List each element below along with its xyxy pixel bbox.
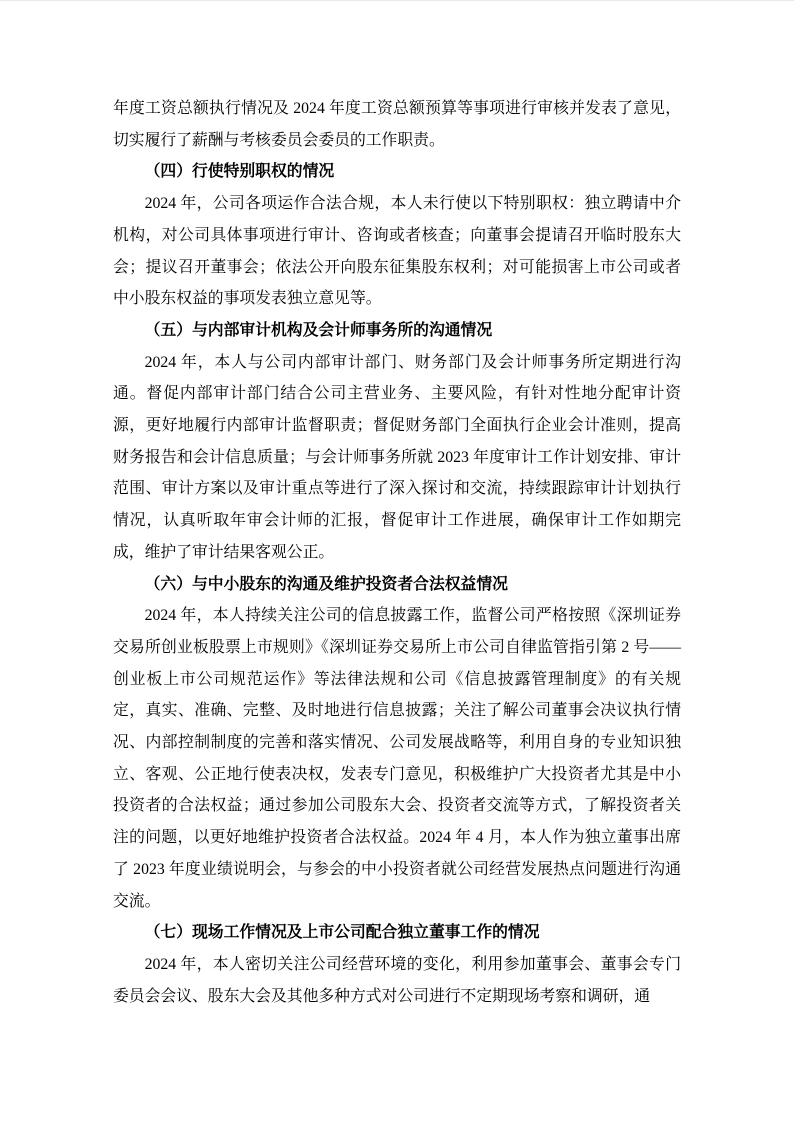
section-heading-5-audit-communication: （五）与内部审计机构及会计师事务所的沟通情况 — [144, 321, 493, 339]
section-heading-4-special-powers: （四）行使特别职权的情况 — [144, 163, 335, 181]
paragraph-salary-duty-continuation: 年度工资总额执行情况及 2024 年度工资总额预算等事项进行审核并发表了意见，切实履行了薪酬与考核委员会委员的工作职责。 — [113, 100, 681, 149]
section-heading-7-onsite-work: （七）现场工作情况及上市公司配合独立董事工作的情况 — [144, 924, 540, 942]
paragraph-audit-communication: 2024 年，本人与公司内部审计部门、财务部门及会计师事务所定期进行沟通。督促内部审计部门结合公司主营业务、主要风险，有针对性地分配审计资源，更好地履行内部审计监督职责；督促财务部门全面执行企业会计准则，提高财务报告和会计信息质量；与会计师事务所就 2023 年度审计工作计划安排、审计范围、审计方案以及审计重点等进行了深入探讨和交流，持续跟踪审计计划执行情况，认真听取年审会计师的汇报，督促审计工作进展，确保审计工作如期完成，维护了审计结果客观公正。 — [113, 353, 681, 561]
document-body — [113, 93, 681, 1012]
paragraph-onsite-work: 2024 年，本人密切关注公司经营环境的变化，利用参加董事会、董事会专门委员会会议、股东大会及其他多种方式对公司进行不定期现场考察和调研，通 — [113, 955, 681, 1005]
paragraph-minority-shareholders: 2024 年，本人持续关注公司的信息披露工作，监督公司严格按照《深圳证券交易所创业板股票上市规则》《深圳证券交易所上市公司自律监管指引第 2 号——创业板上市公司规范运作》等法律法规和公司《信息披露管理制度》的有关规定，真实、准确、完整、及时地进行信息披露；关注了解公司董事会决议执行情况、内部控制制度的完善和落实情况、公司发展战略等，利用自身的专业知识独立、客观、公正地行使表决权，发表专门意见，积极维护广大投资者尤其是中小投资者的合法权益；通过参加公司股东大会、投资者交流等方式，了解投资者关注的问题，以更好地维护投资者合法权益。2024 年 4 月，本人作为独立董事出席了 2023 年度业绩说明会，与参会的中小投资者就公司经营发展热点问题进行沟通交流。 — [113, 607, 681, 910]
section-heading-6-minority-shareholders: （六）与中小股东的沟通及维护投资者合法权益情况 — [144, 575, 508, 593]
paragraph-special-powers: 2024 年，公司各项运作合法合规，本人未行使以下特别职权：独立聘请中介机构，对公司具体事项进行审计、咨询或者核查；向董事会提请召开临时股东大会；提议召开董事会；依法公开向股东征集股东权利；对可能损害上市公司或者中小股东权益的事项发表独立意见等。 — [113, 195, 681, 308]
